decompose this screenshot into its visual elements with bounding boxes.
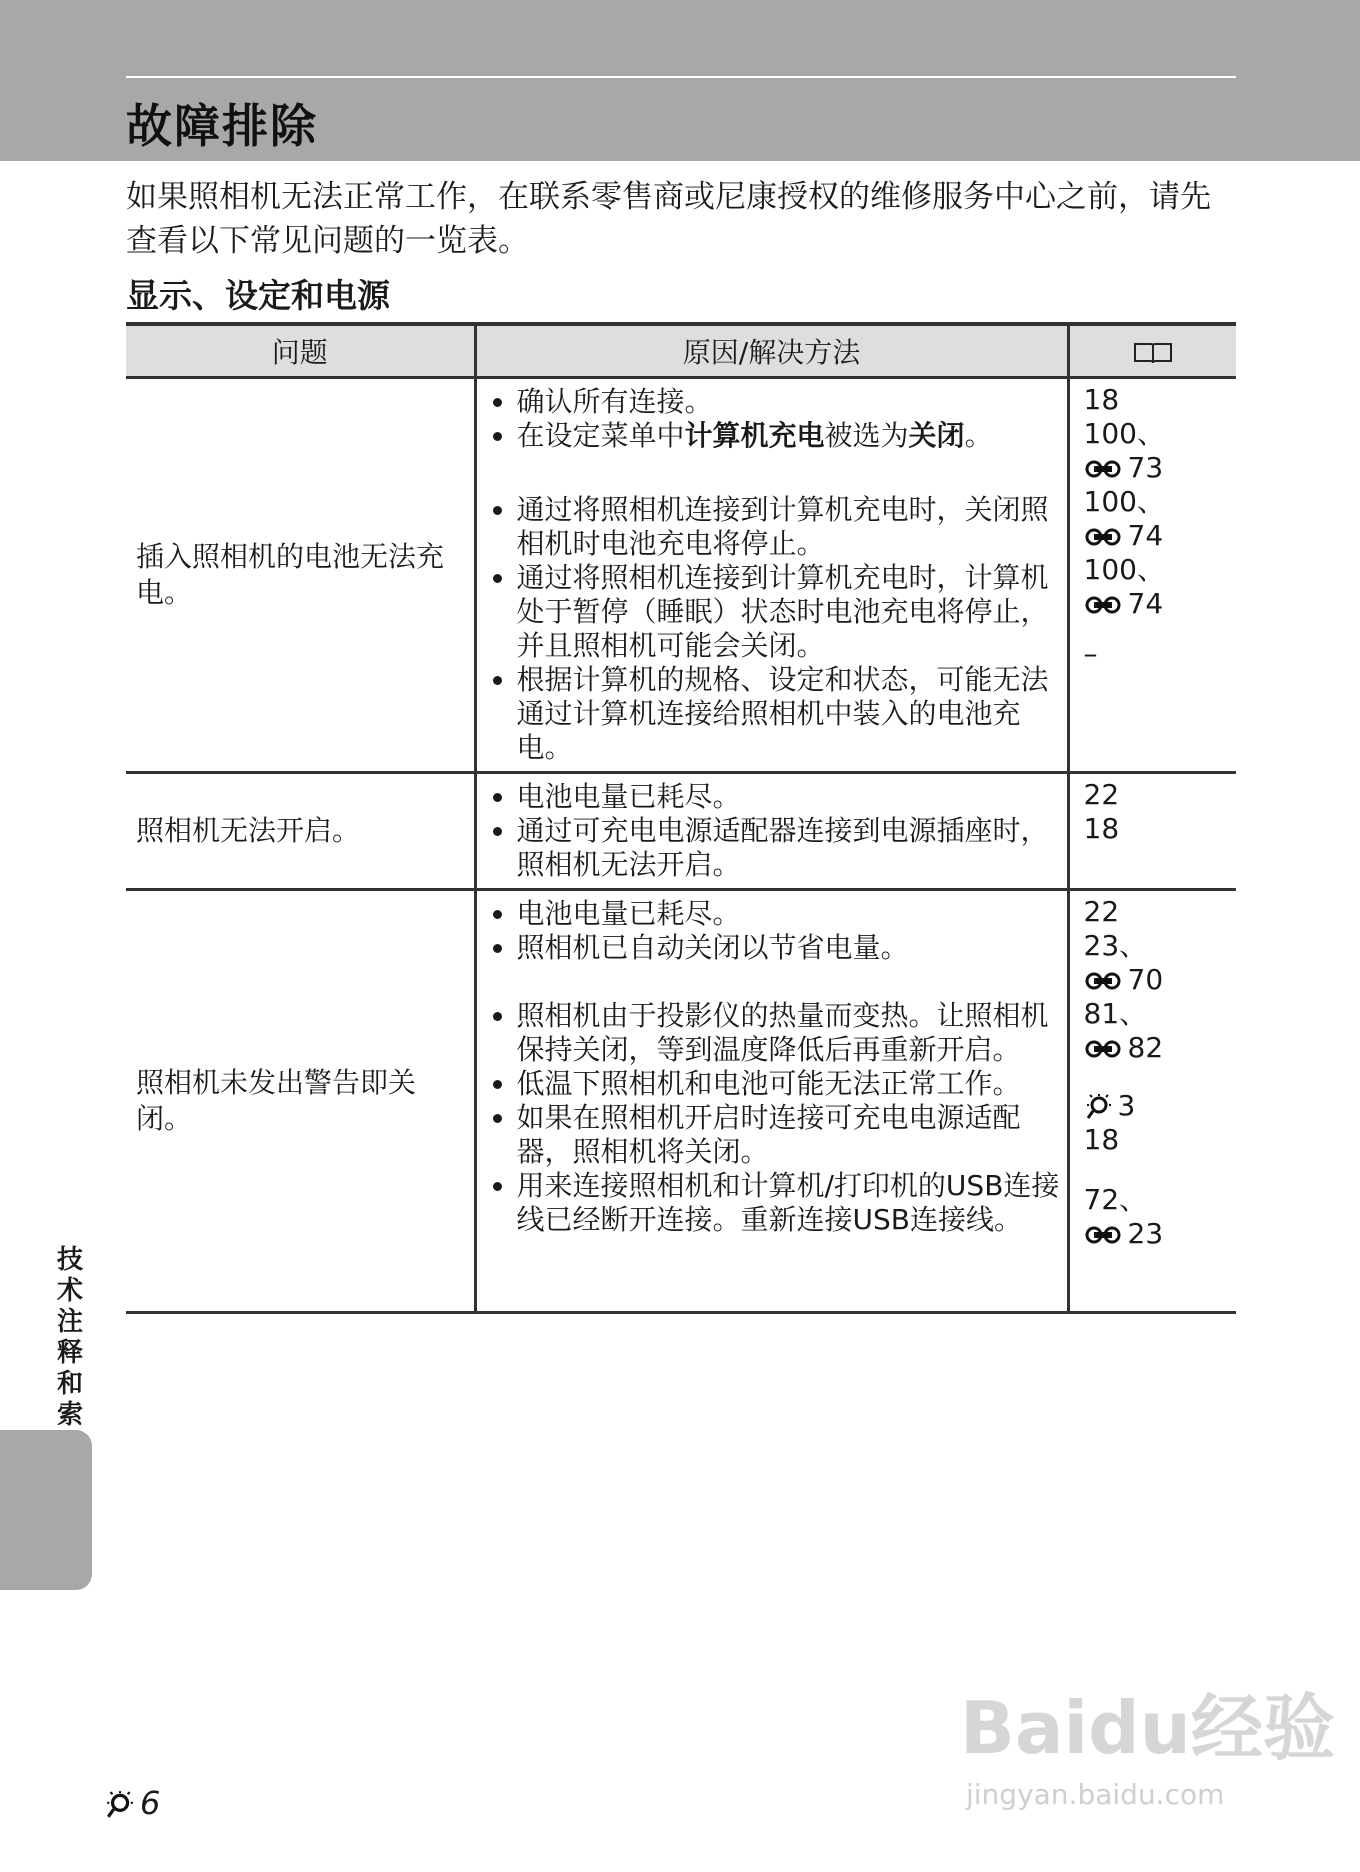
reference-section-icon — [1084, 527, 1122, 547]
side-tab — [0, 1430, 92, 1590]
page-ref: 100、 — [1083, 485, 1165, 518]
reference-cell — [1068, 890, 1236, 1313]
watermark-url: jingyan.baidu.com — [966, 1778, 1225, 1811]
page-ref — [1084, 519, 1237, 553]
reference-section-icon — [1084, 1225, 1122, 1245]
page-ref — [1084, 451, 1237, 485]
menu-item-name: 计算机充电 — [684, 419, 825, 452]
header-cause: 原因/解决方法 — [475, 324, 1068, 378]
cause-item: • 低温下照相机和电池可能无法正常工作。 — [517, 1067, 1061, 1101]
page-ref: 18 — [1083, 1123, 1120, 1156]
page-ref: 81、 — [1083, 997, 1148, 1030]
page-ref-number: 82 — [1127, 1031, 1164, 1064]
page-ref-number: 23 — [1127, 1217, 1164, 1250]
section-title: 显示、设定和电源 — [126, 276, 390, 315]
table-header-row — [126, 324, 1236, 378]
book-icon — [1133, 341, 1173, 365]
watermark-brand: Baidu经验 — [960, 1686, 1335, 1770]
cause-cell — [475, 378, 1068, 773]
reference-section-icon — [1084, 1039, 1122, 1059]
cause-item: • 通过将照相机连接到计算机充电时，关闭照相机时电池充电将停止。 — [517, 493, 1061, 561]
table-row — [126, 773, 1236, 890]
table-row — [126, 890, 1236, 1313]
cause-item: • 电池电量已耗尽。 — [517, 897, 1061, 931]
cause-cell — [475, 773, 1068, 890]
page-ref: 72、 — [1083, 1183, 1148, 1216]
cause-item: • 照相机已自动关闭以节省电量。 — [517, 931, 1061, 965]
header-problem: 问题 — [126, 324, 475, 378]
page-ref — [1084, 1031, 1237, 1065]
page-ref-number: 74 — [1127, 587, 1164, 620]
problem-cell: 照相机未发出警告即关闭。 — [126, 890, 475, 1313]
cause-item: • 电池电量已耗尽。 — [517, 780, 1061, 814]
problem-cell: 照相机无法开启。 — [126, 773, 475, 890]
page-ref: 18 — [1083, 812, 1120, 845]
page-ref: 18 — [1083, 383, 1120, 416]
tech-notes-icon — [104, 1790, 134, 1820]
intro-paragraph: 如果照相机无法正常工作，在联系零售商或尼康授权的维修服务中心之前，请先查看以下常见问题的一览表。 — [126, 179, 1211, 259]
cause-text: 被选为 — [824, 419, 909, 452]
cause-item: • 根据计算机的规格、设定和状态，可能无法通过计算机连接给照相机中装入的电池充电。 — [517, 663, 1061, 765]
page-ref-number: 3 — [1117, 1089, 1136, 1122]
page-ref: – — [1083, 637, 1098, 670]
cause-text: 在设定菜单中 — [516, 419, 685, 452]
cause-item: • 通过将照相机连接到计算机充电时，计算机处于暂停（睡眠）状态时电池充电将停止，并且照相机可能会关闭。 — [517, 561, 1061, 663]
page-ref: 22 — [1083, 895, 1120, 928]
page-number-value: 6 — [140, 1784, 161, 1822]
page-ref — [1084, 1217, 1237, 1251]
problem-cell: 插入照相机的电池无法充电。 — [126, 378, 475, 773]
reference-cell — [1068, 378, 1236, 773]
page-title: 故障排除 — [126, 99, 318, 153]
setting-value: 关闭 — [908, 419, 965, 452]
header-rule — [126, 76, 1236, 78]
reference-cell — [1068, 773, 1236, 890]
header-reference — [1068, 324, 1236, 378]
page-ref — [1084, 963, 1237, 997]
cause-item — [517, 419, 1061, 453]
troubleshooting-table — [126, 322, 1236, 1314]
cause-item: • 确认所有连接。 — [517, 385, 1061, 419]
reference-section-icon — [1084, 971, 1122, 991]
page-ref — [1084, 587, 1237, 621]
cause-item: • 照相机由于投影仪的热量而变热。让照相机保持关闭，等到温度降低后再重新开启。 — [517, 999, 1061, 1067]
tech-notes-icon — [1084, 1093, 1112, 1121]
side-section-label: 技术注释和索 — [56, 1245, 83, 1430]
cause-item: • 通过可充电电源适配器连接到电源插座时，照相机无法开启。 — [517, 814, 1061, 882]
cause-item: • 用来连接照相机和计算机/打印机的USB连接线已经断开连接。重新连接USB连接线。 — [517, 1169, 1061, 1237]
page-ref: 22 — [1083, 778, 1120, 811]
cause-cell — [475, 890, 1068, 1313]
page-ref: 100、 — [1083, 553, 1165, 586]
cause-item: • 如果在照相机开启时连接可充电电源适配器，照相机将关闭。 — [517, 1101, 1061, 1169]
cause-text: 。 — [964, 419, 993, 452]
page-ref: 23、 — [1083, 929, 1148, 962]
reference-section-icon — [1084, 459, 1122, 479]
page-ref-number: 74 — [1127, 519, 1164, 552]
reference-section-icon — [1084, 595, 1122, 615]
page-ref: 100、 — [1083, 417, 1165, 450]
table-row — [126, 378, 1236, 773]
page-ref-number: 70 — [1127, 963, 1164, 996]
page-ref-number: 73 — [1127, 451, 1164, 484]
page-number — [104, 1784, 160, 1822]
page-ref — [1084, 1089, 1237, 1123]
